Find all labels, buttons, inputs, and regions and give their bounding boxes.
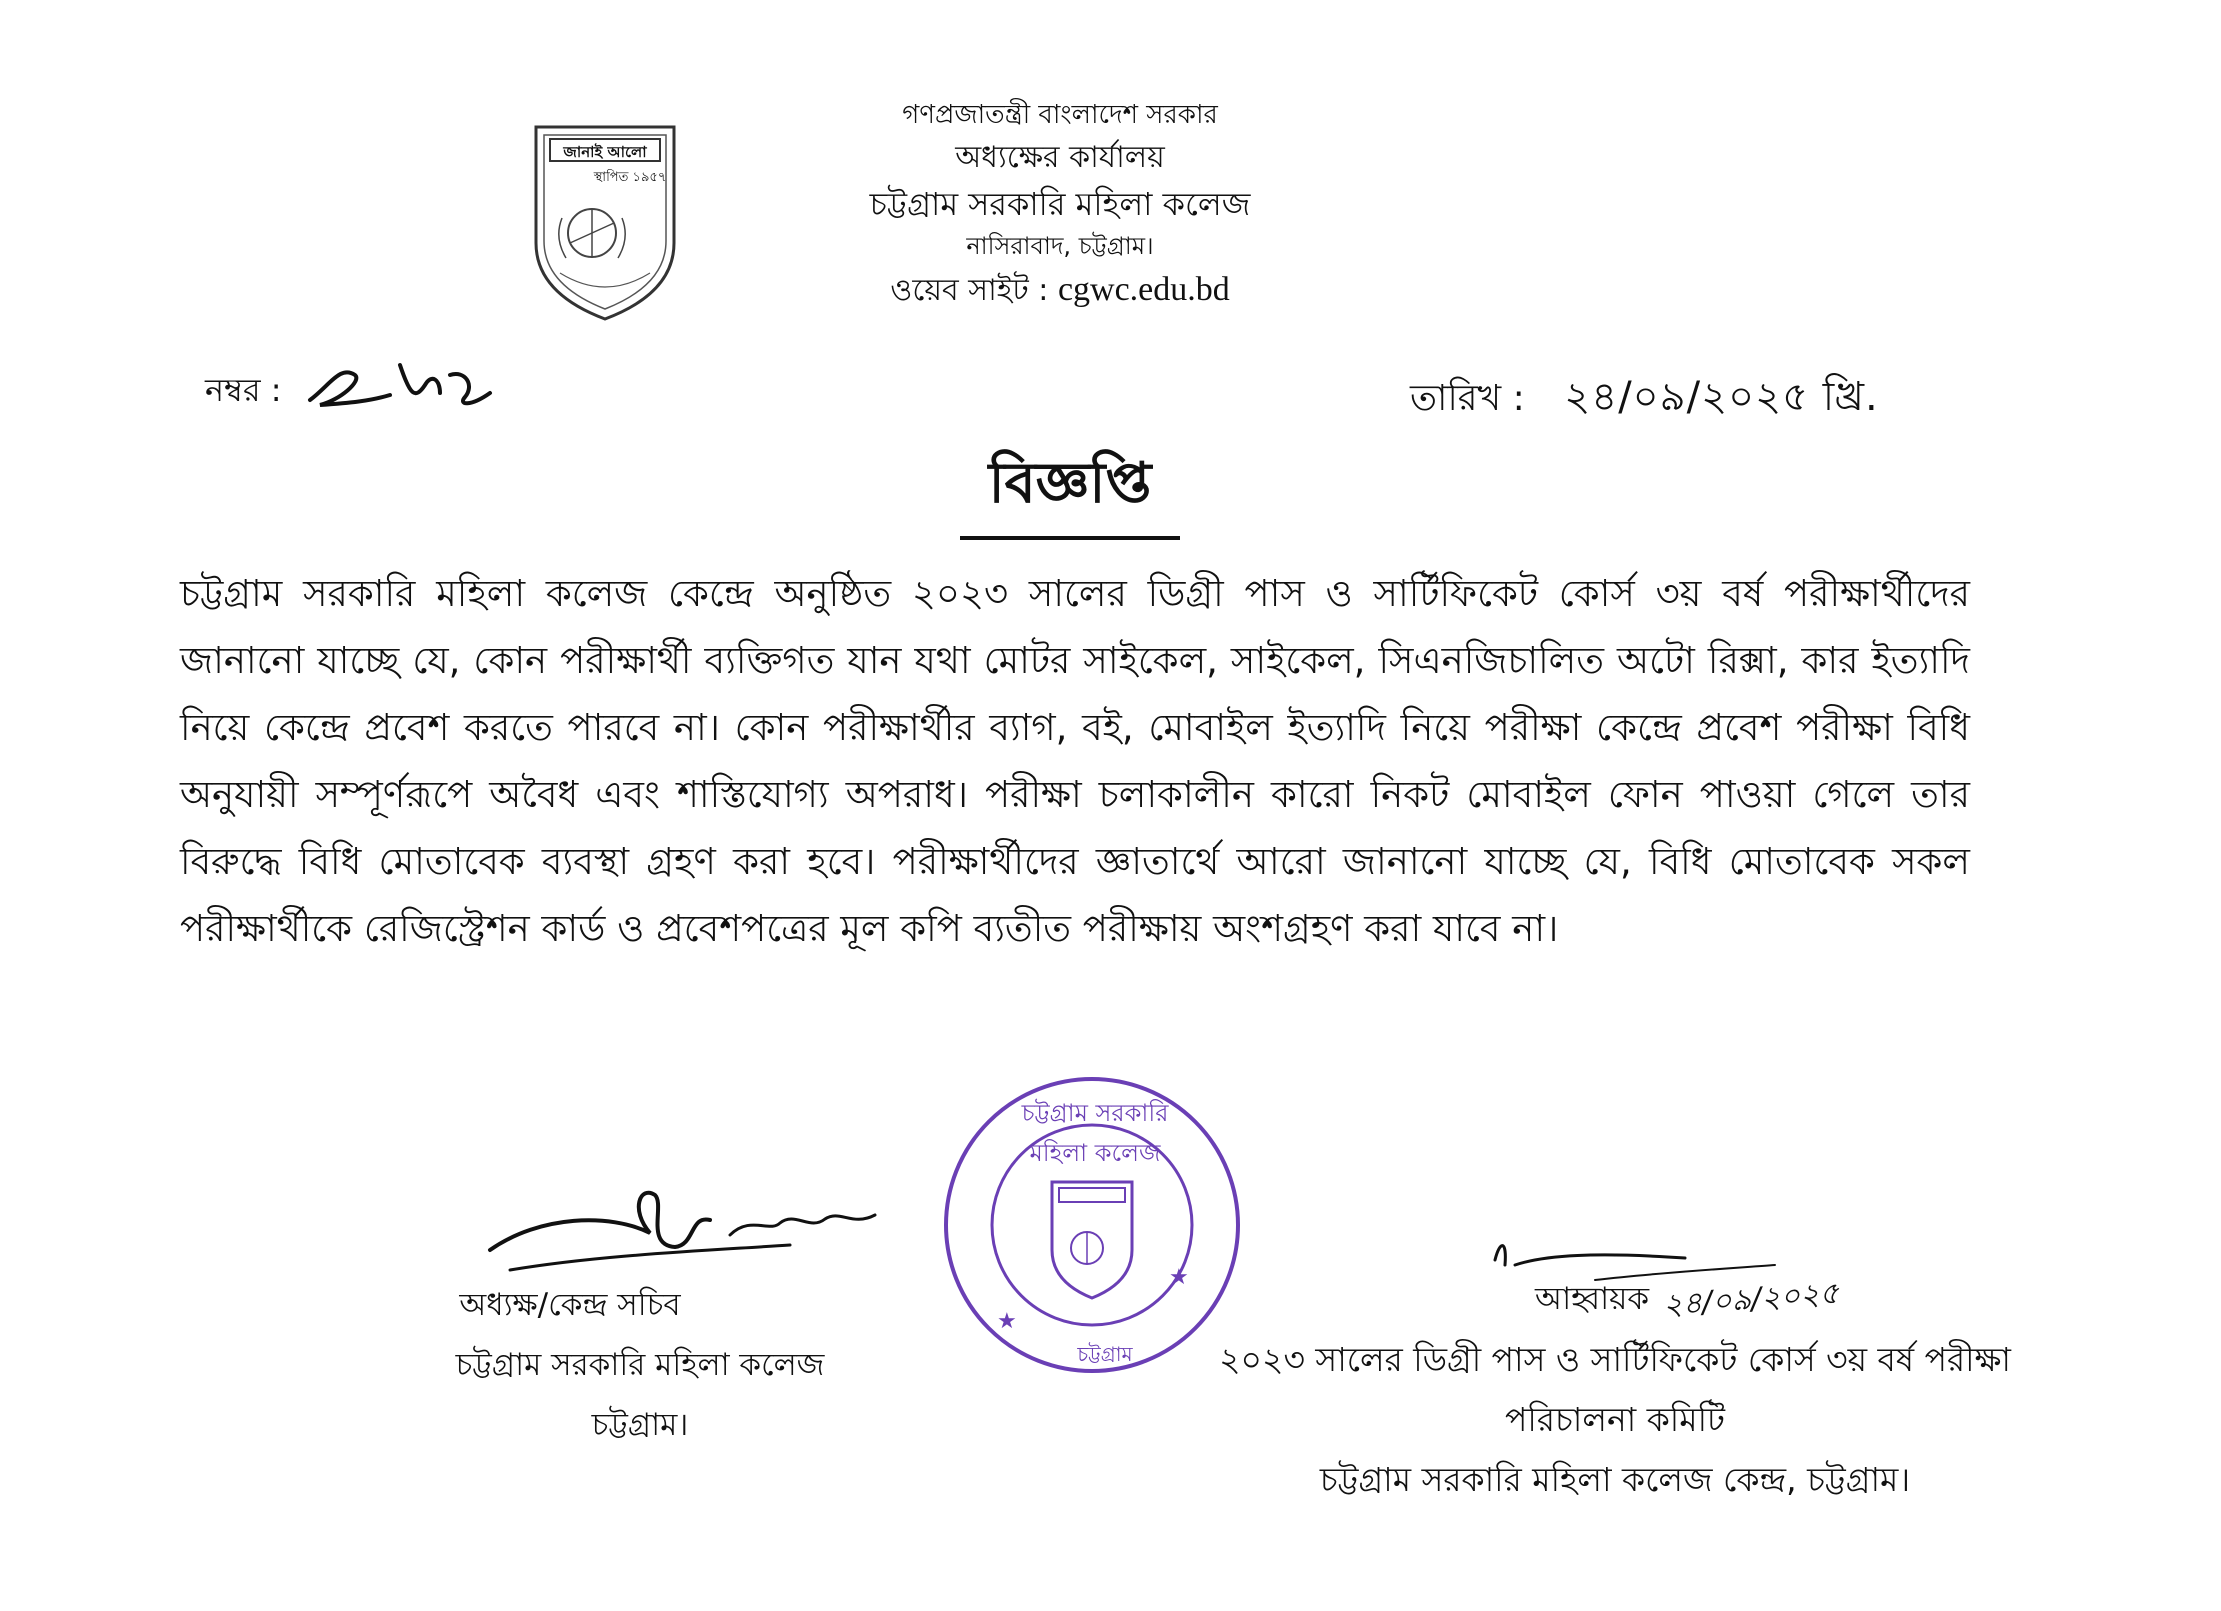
committee-name: পরিচালনা কমিটি [1505,1400,1725,1439]
committee-block [1130,1330,2100,1510]
handwritten-reference-number [300,345,510,415]
office-name: অধ্যক্ষের কার্যালয় [955,140,1165,175]
principal-signature-block [360,1275,920,1455]
principal-designation: অধ্যক্ষ/কেন্দ্র সচিব [459,1287,681,1323]
seal-ring-text: চট্টগ্রাম সরকারি মহিলা কলেজ [1021,1099,1169,1167]
principal-city: চট্টগ্রাম। [591,1407,689,1443]
college-address: নাসিরাবাদ, চট্টগ্রাম। [966,232,1154,260]
notice-title: বিজ্ঞপ্তি [960,440,1180,540]
committee-exam-line: ২০২৩ সালের ডিগ্রী পাস ও সার্টিফিকেট কোর্স ৩য় বর্ষ পরীক্ষা [1219,1340,2011,1379]
website-line [780,266,1340,317]
website-label: ওয়েব সাইট : [890,273,1049,308]
website-url[interactable]: cgwc.edu.bd [1057,271,1230,308]
date-label: তারিখ : [1410,378,1525,419]
crest-banner-text: জানাই আলো [563,143,647,161]
college-name: চট্টগ্রাম সরকারি মহিলা কলেজ [869,185,1251,223]
convener-line [1535,1275,1839,1327]
date-line [1410,365,1879,432]
committee-center: চট্টগ্রাম সরকারি মহিলা কলেজ কেন্দ্র, চট্টগ্রাম। [1319,1460,1911,1499]
convener-designation: আহ্বায়ক [1535,1281,1650,1317]
government-name: গণপ্রজাতন্ত্রী বাংলাদেশ সরকার [902,100,1218,130]
reference-label: নম্বর : [205,371,282,409]
crest-established-text: স্থাপিত ১৯৫৭ [593,170,667,185]
letterhead [780,96,1340,317]
date-value: ২৪/০৯/২০২৫ খ্রি. [1564,374,1879,420]
principal-institution: চট্টগ্রাম সরকারি মহিলা কলেজ [455,1347,825,1383]
seal-bottom-text: চট্টগ্রাম [1077,1342,1133,1366]
svg-text:★: ★ [1169,1265,1189,1290]
svg-text:★: ★ [997,1309,1017,1334]
convener-signed-date: ২৪/০৯/২০২৫ [1661,1275,1840,1324]
notice-body: চট্টগ্রাম সরকারি মহিলা কলেজ কেন্দ্রে অনুষ্ঠিত ২০২৩ সালের ডিগ্রী পাস ও সার্টিফিকেট কোর্স ৩য় বর্ষ পরীক্ষার্থীদের জানানো যাচ্ছে যে, কোন পরীক্ষার্থী ব্যক্তিগত যান যথা মোটর সাইকেল, সাইকেল, সিএনজিচালিত অটো রিক্সা, কার ইত্যাদি নিয়ে কেন্দ্রে প্রবেশ করতে পারবে না। কোন পরীক্ষার্থীর ব্যাগ, বই, মোবাইল ইত্যাদি নিয়ে পরীক্ষা কেন্দ্রে প্রবেশ পরীক্ষা বিধি অনুযায়ী সম্পূর্ণরূপে অবৈধ এবং শাস্তিযোগ্য অপরাধ। পরীক্ষা চলাকালীন কারো নিকট মোবাইল ফোন পাওয়া গেলে তার বিরুদ্ধে বিধি মোতাবেক ব্যবস্থা গ্রহণ করা হবে। পরীক্ষার্থীদের জ্ঞাতার্থে আরো জানানো যাচ্ছে যে, বিধি মোতাবেক সকল পরীক্ষার্থীকে রেজিস্ট্রেশন কার্ড ও প্রবেশপত্রের মূল কপি ব্যতীত পরীক্ষায় অংশগ্রহণ করা যাবে না। [180,572,1970,950]
principal-signature [480,1175,900,1285]
